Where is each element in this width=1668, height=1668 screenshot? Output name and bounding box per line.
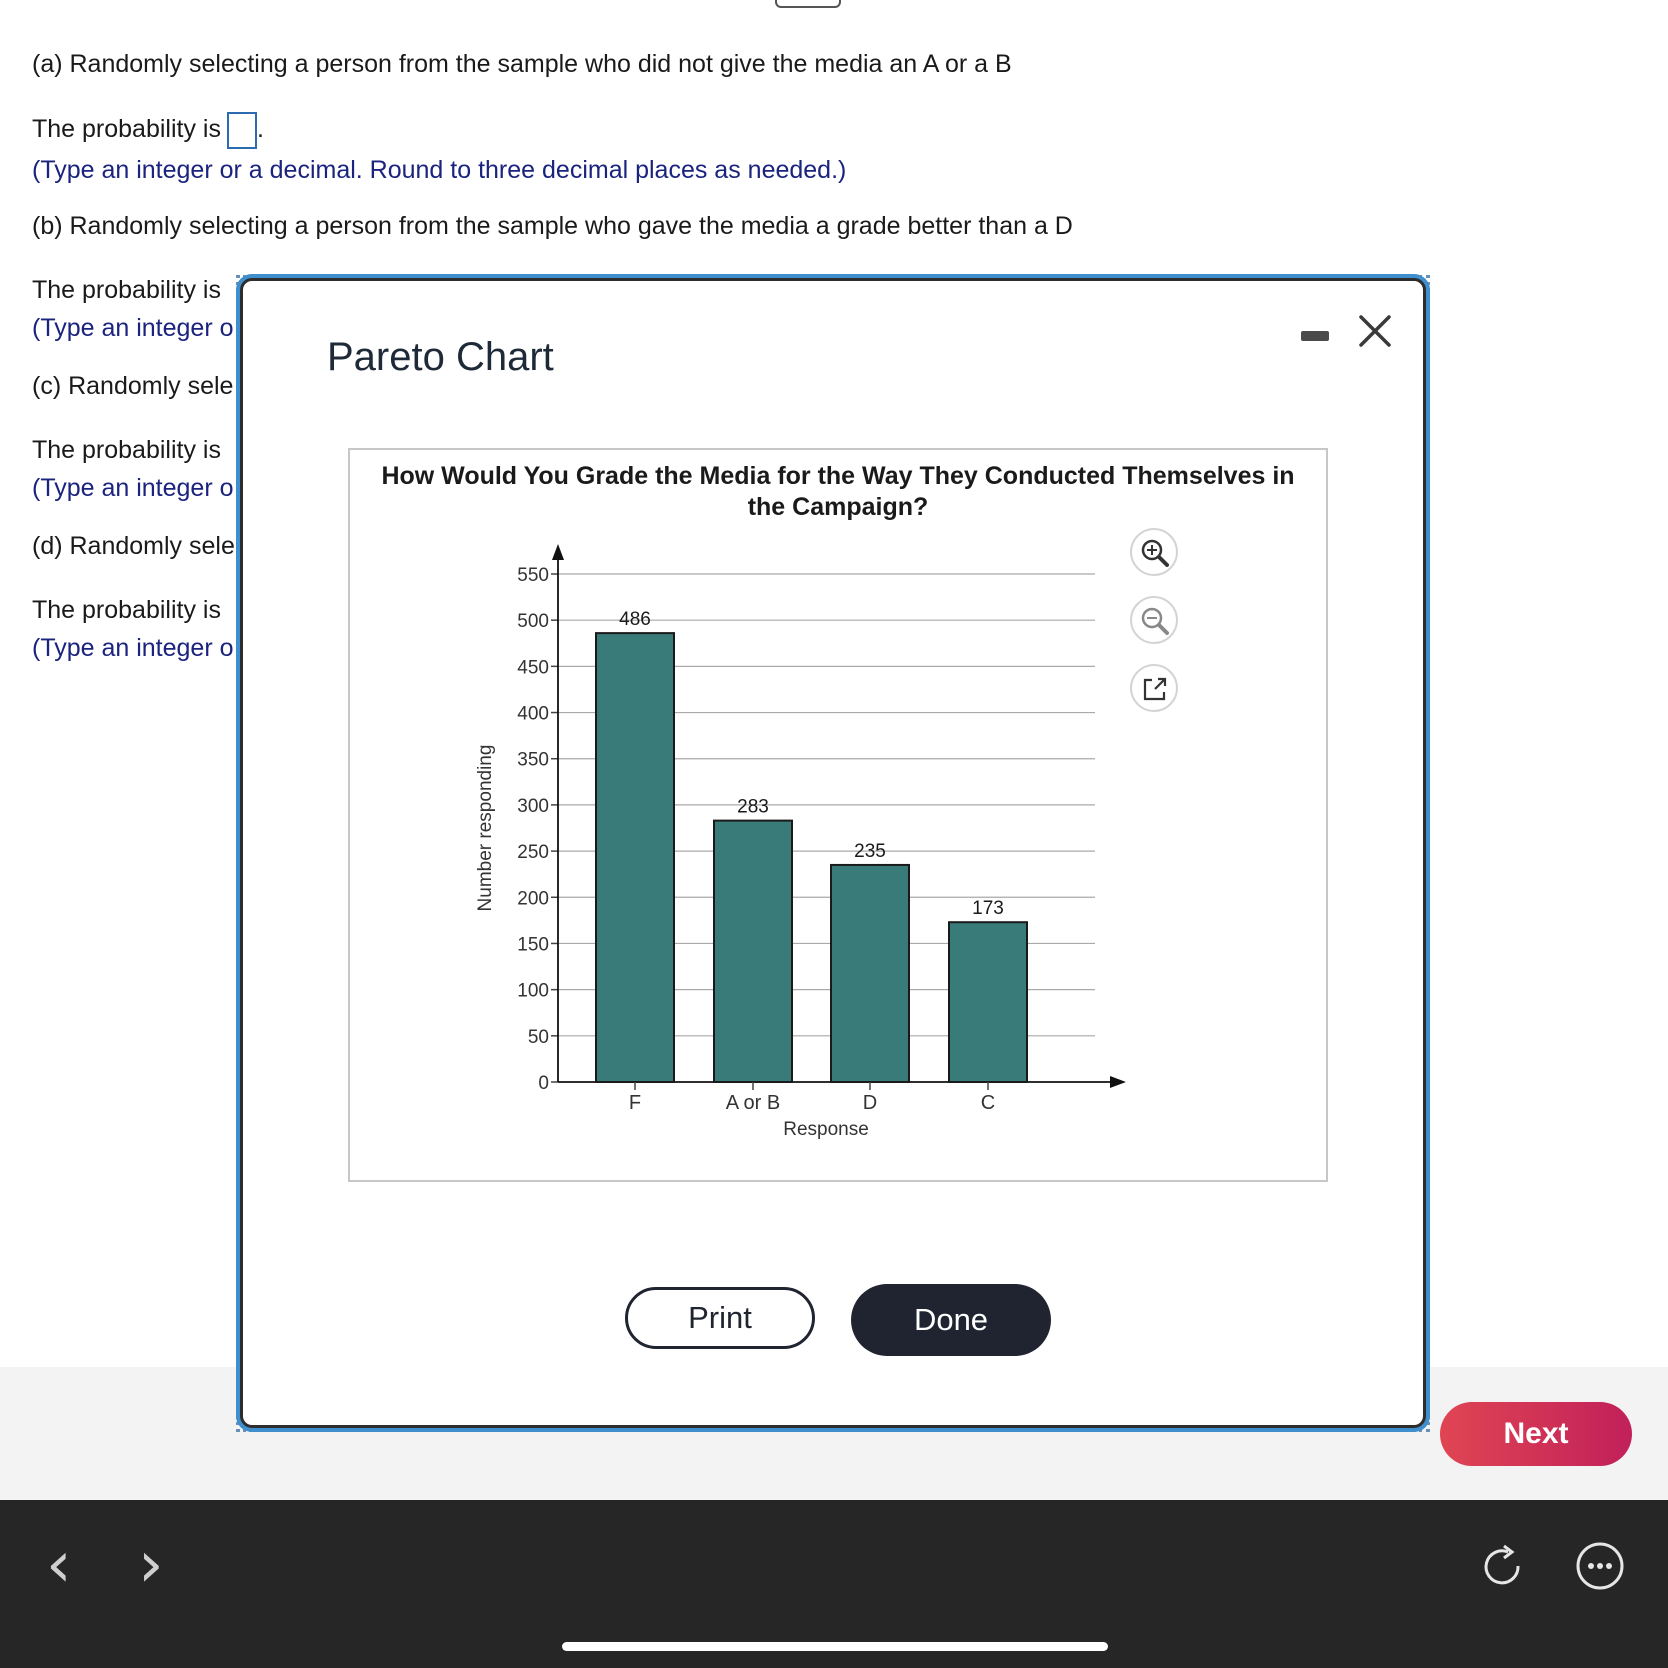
- answer-input-a[interactable]: [227, 112, 257, 149]
- y-tick-label: 50: [527, 1026, 549, 1048]
- chart-title-line1: How Would You Grade the Media for the Way They Conducted Themselves in: [381, 462, 1295, 490]
- y-tick-label: 450: [517, 657, 549, 679]
- question-d: (d) Randomly sele: [32, 532, 235, 560]
- x-tick-label: F: [628, 1092, 642, 1114]
- y-tick-label: 350: [517, 749, 549, 771]
- bar-f: [596, 633, 674, 1082]
- bar-a-or-b: [714, 821, 792, 1082]
- data-label: 486: [619, 609, 651, 631]
- y-axis-arrow: [552, 544, 564, 560]
- x-tick-label: A or B: [725, 1092, 781, 1114]
- print-button[interactable]: Print: [625, 1287, 815, 1349]
- data-label: 235: [854, 840, 886, 862]
- reload-icon[interactable]: [1478, 1542, 1528, 1592]
- close-icon[interactable]: [1355, 311, 1395, 351]
- done-button[interactable]: Done: [851, 1284, 1051, 1356]
- hint-d: (Type an integer o: [32, 634, 234, 662]
- hint-c: (Type an integer o: [32, 474, 234, 502]
- y-tick-label: 200: [517, 888, 549, 910]
- chevron-left-icon[interactable]: ‹: [46, 1528, 72, 1602]
- answer-row-b-label: The probability is: [32, 276, 221, 304]
- chevron-right-icon[interactable]: ›: [138, 1528, 164, 1602]
- home-indicator: [562, 1642, 1108, 1651]
- x-tick-label: D: [862, 1092, 878, 1114]
- y-tick-label: 100: [517, 980, 549, 1002]
- answer-row-c-label: The probability is: [32, 436, 221, 464]
- chart-title-line2: the Campaign?: [747, 493, 929, 521]
- y-tick-label: 550: [517, 565, 549, 586]
- y-tick-label: 0: [538, 1073, 549, 1094]
- bar-d: [831, 865, 909, 1082]
- y-axis-label: Number responding: [475, 744, 496, 912]
- bar-c: [949, 922, 1027, 1082]
- question-b: (b) Randomly selecting a person from the sample who gave the media a grade better than a D: [32, 212, 1073, 240]
- minimize-icon[interactable]: [1297, 325, 1333, 347]
- popout-button[interactable]: [1130, 664, 1178, 712]
- chart-panel: [348, 448, 1328, 1182]
- bar-chart: [350, 450, 1326, 1180]
- x-axis-arrow: [1110, 1076, 1126, 1088]
- zoom-in-icon: [1140, 538, 1170, 568]
- question-a: (a) Randomly selecting a person from the sample who did not give the media an A or a B: [32, 50, 1012, 78]
- hint-b: (Type an integer o: [32, 314, 234, 342]
- period: .: [256, 115, 264, 144]
- y-tick-label: 300: [517, 795, 549, 817]
- hint-a: (Type an integer or a decimal. Round to three decimal places as needed.): [32, 156, 847, 184]
- zoom-out-button[interactable]: [1130, 596, 1178, 644]
- question-c: (c) Randomly sele: [32, 372, 234, 400]
- probability-label: The probability is: [32, 115, 221, 144]
- data-label: 173: [972, 898, 1004, 920]
- top-cut-control: [775, 0, 841, 8]
- next-button[interactable]: Next: [1440, 1402, 1632, 1466]
- zoom-in-button[interactable]: [1130, 528, 1178, 576]
- x-axis-label: Response: [783, 1119, 869, 1140]
- pareto-chart-dialog: [240, 278, 1426, 1428]
- dialog-title: Pareto Chart: [327, 335, 554, 379]
- answer-row-a: [32, 112, 264, 149]
- y-tick-label: 150: [517, 934, 549, 956]
- answer-row-d-label: The probability is: [32, 596, 221, 624]
- data-label: 283: [737, 796, 769, 818]
- zoom-out-icon: [1140, 606, 1170, 636]
- more-icon[interactable]: [1574, 1540, 1626, 1592]
- y-tick-label: 400: [517, 703, 549, 725]
- external-link-icon: [1140, 674, 1170, 704]
- x-tick-label: C: [980, 1092, 996, 1114]
- y-tick-label: 500: [517, 611, 549, 633]
- y-tick-label: 250: [517, 842, 549, 864]
